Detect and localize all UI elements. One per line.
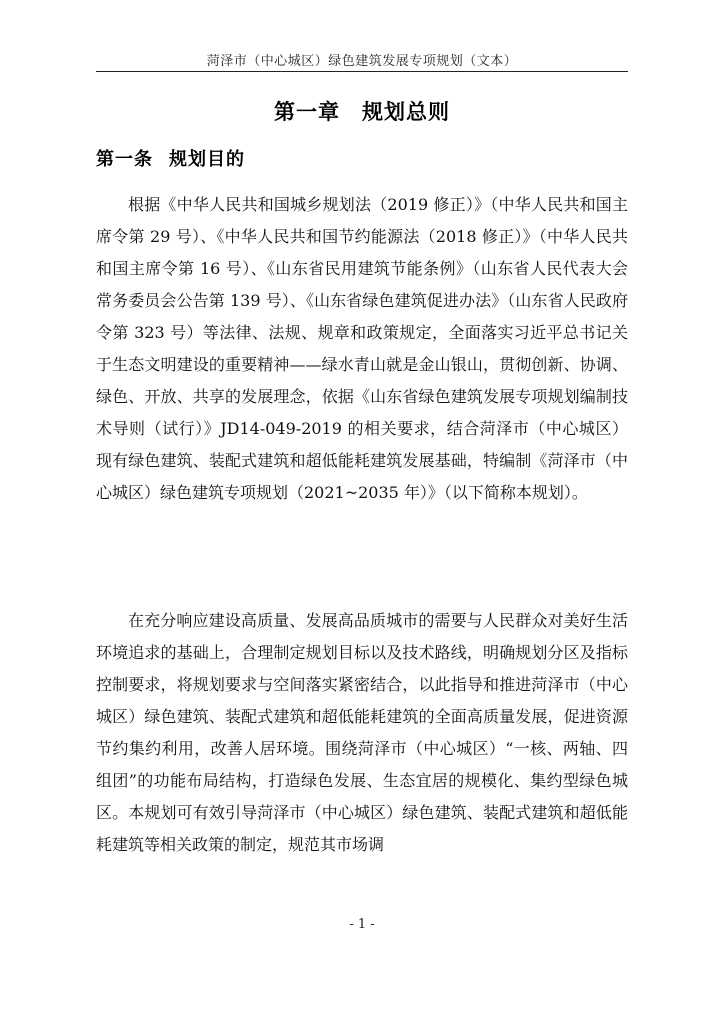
article-number: 第一条	[96, 149, 153, 170]
body-paragraph-1: 根据《中华人民共和国城乡规划法（2019 修正）》（中华人民共和国主席令第 29 号）、《中华人民共和国节约能源法（2018 修正）》（中华人民共和国主席令第 16 号）、《山东省民用建筑节能条例》（山东省人民代表大会常务委员会公告第 139 号）、《山东省绿色建筑促进办法》（山东省人民政府令第 323 号）等法律、法规、规章和政策规定，全面落实习近平总书记关于生态文明建设的重要精神——绿水青山就是金山银山，贯彻创新、协调、绿色、开放、共享的发展理念，依据《山东省绿色建筑发展专项规划编制技术导则（试行）》JD14-049-2019 的相关要求，结合菏泽市（中心城区）现有绿色建筑、装配式建筑和超低能耗建筑发展基础，特编制《菏泽市（中心城区）绿色建筑专项规划（2021~2035 年）》（以下简称本规划）。	[96, 195, 628, 502]
article-title	[96, 145, 245, 171]
header-rule	[96, 71, 628, 72]
article-name: 规划目的	[169, 149, 245, 170]
body-paragraph-2: 在充分响应建设高质量、发展高品质城市的需要与人民群众对美好生活环境追求的基础上，合理制定规划目标以及技术路线，明确规划分区及指标控制要求，将规划要求与空间落实紧密结合，以此指导和推进菏泽市（中心城区）绿色建筑、装配式建筑和超低能耗建筑的全面高质量发展，促进资源节约集约利用，改善人居环境。围绕菏泽市（中心城区）“一核、两轴、四组团”的功能布局结构，打造绿色发展、生态宜居的规模化、集约型绿色城区。本规划可有效引导菏泽市（中心城区）绿色建筑、装配式建筑和超低能耗建筑等相关政策的制定，规范其市场调	[96, 611, 628, 854]
chapter-name: 规划总则	[362, 100, 450, 124]
chapter-number: 第一章	[274, 100, 340, 124]
page-number: - 1 -	[349, 917, 375, 932]
chapter-title	[96, 96, 628, 126]
running-header: 菏泽市（中心城区）绿色建筑发展专项规划（文本）	[206, 54, 518, 69]
